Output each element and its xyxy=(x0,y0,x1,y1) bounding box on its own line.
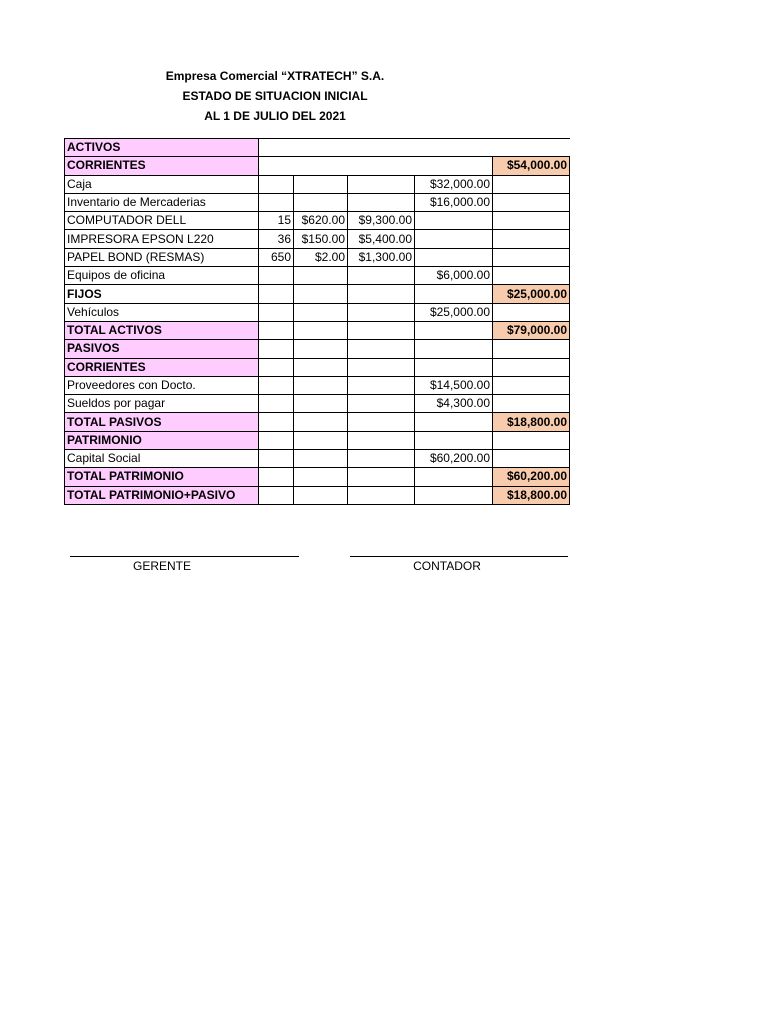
table-row xyxy=(65,230,570,248)
subtotal-cell: $1,300.00 xyxy=(348,248,415,266)
unit-price-cell xyxy=(294,267,348,285)
qty-cell xyxy=(259,267,294,285)
amount-cell xyxy=(415,212,493,230)
qty-cell xyxy=(259,468,294,486)
table-row xyxy=(65,175,570,193)
row-label: PAPEL BOND (RESMAS) xyxy=(65,248,259,266)
total-cell xyxy=(493,175,570,193)
amount-cell xyxy=(415,358,493,376)
amount-cell xyxy=(415,285,493,303)
total-cell xyxy=(493,358,570,376)
subtotal-cell xyxy=(348,285,415,303)
table-row xyxy=(65,267,570,285)
row-label: PATRIMONIO xyxy=(65,431,259,449)
table-row xyxy=(65,450,570,468)
subtotal-cell xyxy=(348,376,415,394)
qty-cell xyxy=(259,340,294,358)
amount-cell: $4,300.00 xyxy=(415,395,493,413)
total-cell: $18,800.00 xyxy=(493,413,570,431)
subtotal-cell xyxy=(348,468,415,486)
table-row xyxy=(65,285,570,303)
row-label: ACTIVOS xyxy=(65,139,259,157)
subtotal-cell xyxy=(348,395,415,413)
row-label: TOTAL PATRIMONIO xyxy=(65,468,259,486)
unit-price-cell xyxy=(294,450,348,468)
table-row xyxy=(65,303,570,321)
row-label: Inventario de Mercaderias xyxy=(65,193,259,211)
qty-cell: 15 xyxy=(259,212,294,230)
table-row xyxy=(65,431,570,449)
report-title: ESTADO DE SITUACION INICIAL xyxy=(182,89,368,103)
table-row xyxy=(65,358,570,376)
row-label: TOTAL PATRIMONIO+PASIVO xyxy=(65,486,259,504)
unit-price-cell xyxy=(294,358,348,376)
amount-cell xyxy=(415,157,493,175)
table-row xyxy=(65,193,570,211)
row-label: CORRIENTES xyxy=(65,157,259,175)
table-row xyxy=(65,248,570,266)
qty-cell xyxy=(259,285,294,303)
qty-cell xyxy=(259,413,294,431)
unit-price-cell xyxy=(294,468,348,486)
row-label: Equipos de oficina xyxy=(65,267,259,285)
qty-cell xyxy=(259,175,294,193)
row-label: PASIVOS xyxy=(65,340,259,358)
total-cell: $18,800.00 xyxy=(493,486,570,504)
qty-cell: 36 xyxy=(259,230,294,248)
unit-price-cell xyxy=(294,395,348,413)
row-label: TOTAL ACTIVOS xyxy=(65,321,259,339)
total-cell xyxy=(493,267,570,285)
row-label: Caja xyxy=(65,175,259,193)
amount-cell: $16,000.00 xyxy=(415,193,493,211)
amount-cell xyxy=(415,486,493,504)
unit-price-cell xyxy=(294,376,348,394)
qty-cell xyxy=(259,376,294,394)
accountant-signature-line xyxy=(350,556,568,557)
qty-cell xyxy=(259,431,294,449)
report-date: AL 1 DE JULIO DEL 2021 xyxy=(204,109,346,123)
total-cell: $60,200.00 xyxy=(493,468,570,486)
unit-price-cell xyxy=(294,193,348,211)
total-cell xyxy=(493,431,570,449)
unit-price-cell xyxy=(294,321,348,339)
amount-cell xyxy=(415,340,493,358)
total-cell: $25,000.00 xyxy=(493,285,570,303)
qty-cell xyxy=(259,395,294,413)
unit-price-cell xyxy=(294,413,348,431)
row-label: FIJOS xyxy=(65,285,259,303)
table-row xyxy=(65,321,570,339)
unit-price-cell xyxy=(294,486,348,504)
table-row xyxy=(65,139,570,157)
table-row xyxy=(65,212,570,230)
amount-cell xyxy=(415,230,493,248)
total-cell xyxy=(493,212,570,230)
table-row xyxy=(65,413,570,431)
company-name: Empresa Comercial “XTRATECH” S.A. xyxy=(165,69,385,83)
subtotal-cell xyxy=(348,431,415,449)
manager-signature-label: GERENTE xyxy=(132,559,191,573)
subtotal-cell: $9,300.00 xyxy=(348,212,415,230)
table-row xyxy=(65,376,570,394)
amount-cell xyxy=(415,321,493,339)
total-cell xyxy=(493,340,570,358)
subtotal-cell xyxy=(348,175,415,193)
subtotal-cell xyxy=(348,413,415,431)
qty-cell xyxy=(259,321,294,339)
manager-signature-line xyxy=(70,556,299,557)
subtotal-cell xyxy=(348,486,415,504)
total-cell xyxy=(493,139,570,157)
row-label: CORRIENTES xyxy=(65,358,259,376)
subtotal-cell xyxy=(348,139,415,157)
table-row xyxy=(65,157,570,175)
row-label: Sueldos por pagar xyxy=(65,395,259,413)
total-cell xyxy=(493,376,570,394)
amount-cell: $32,000.00 xyxy=(415,175,493,193)
qty-cell xyxy=(259,303,294,321)
subtotal-cell xyxy=(348,193,415,211)
amount-cell: $60,200.00 xyxy=(415,450,493,468)
unit-price-cell xyxy=(294,139,348,157)
row-label: COMPUTADOR DELL xyxy=(65,212,259,230)
unit-price-cell: $2.00 xyxy=(294,248,348,266)
subtotal-cell xyxy=(348,321,415,339)
table-row xyxy=(65,468,570,486)
qty-cell xyxy=(259,193,294,211)
total-cell xyxy=(493,395,570,413)
unit-price-cell xyxy=(294,303,348,321)
amount-cell xyxy=(415,468,493,486)
row-label: Proveedores con Docto. xyxy=(65,376,259,394)
amount-cell: $14,500.00 xyxy=(415,376,493,394)
row-label: Vehículos xyxy=(65,303,259,321)
unit-price-cell: $620.00 xyxy=(294,212,348,230)
table-row xyxy=(65,395,570,413)
row-label: IMPRESORA EPSON L220 xyxy=(65,230,259,248)
total-cell xyxy=(493,303,570,321)
amount-cell: $25,000.00 xyxy=(415,303,493,321)
amount-cell xyxy=(415,248,493,266)
subtotal-cell: $5,400.00 xyxy=(348,230,415,248)
unit-price-cell: $150.00 xyxy=(294,230,348,248)
amount-cell xyxy=(415,139,493,157)
amount-cell xyxy=(415,431,493,449)
subtotal-cell xyxy=(348,303,415,321)
amount-cell: $6,000.00 xyxy=(415,267,493,285)
total-cell xyxy=(493,193,570,211)
amount-cell xyxy=(415,413,493,431)
subtotal-cell xyxy=(348,157,415,175)
subtotal-cell xyxy=(348,358,415,376)
qty-cell xyxy=(259,486,294,504)
total-cell xyxy=(493,230,570,248)
balance-sheet-table xyxy=(64,138,570,505)
subtotal-cell xyxy=(348,450,415,468)
unit-price-cell xyxy=(294,340,348,358)
row-label: TOTAL PASIVOS xyxy=(65,413,259,431)
unit-price-cell xyxy=(294,175,348,193)
total-cell xyxy=(493,450,570,468)
subtotal-cell xyxy=(348,340,415,358)
report-header xyxy=(120,66,430,126)
unit-price-cell xyxy=(294,431,348,449)
total-cell: $79,000.00 xyxy=(493,321,570,339)
qty-cell xyxy=(259,450,294,468)
table-row xyxy=(65,486,570,504)
table-row xyxy=(65,340,570,358)
qty-cell xyxy=(259,157,294,175)
total-cell xyxy=(493,248,570,266)
qty-cell xyxy=(259,358,294,376)
accountant-signature-label: CONTADOR xyxy=(413,559,481,573)
unit-price-cell xyxy=(294,285,348,303)
qty-cell xyxy=(259,139,294,157)
total-cell: $54,000.00 xyxy=(493,157,570,175)
qty-cell: 650 xyxy=(259,248,294,266)
row-label: Capital Social xyxy=(65,450,259,468)
subtotal-cell xyxy=(348,267,415,285)
unit-price-cell xyxy=(294,157,348,175)
